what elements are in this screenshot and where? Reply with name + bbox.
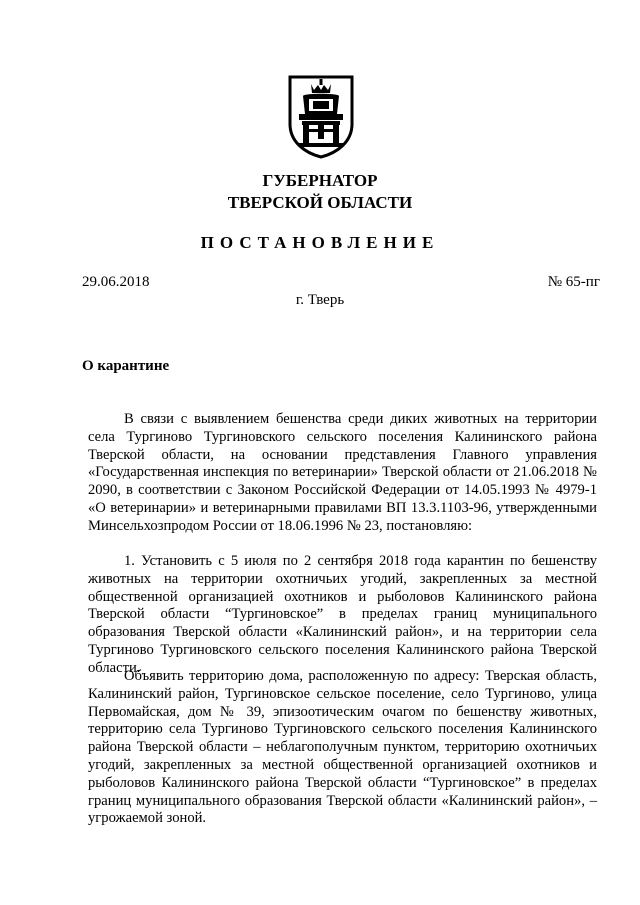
document-type: ПОСТАНОВЛЕНИЕ — [200, 233, 440, 252]
document-city: г. Тверь — [295, 292, 345, 308]
coat-of-arms-icon — [287, 74, 355, 159]
document-date: 29.06.2018 — [82, 274, 150, 290]
authority-title-line1: ГУБЕРНАТОР — [262, 171, 378, 190]
document-number: № 65-пг — [547, 274, 600, 290]
authority-title-line2: ТВЕРСКОЙ ОБЛАСТИ — [227, 193, 413, 212]
paragraph-item-1: 1. Установить с 5 июля по 2 сентября 2018 года карантин по бешенству животных на территории охотничьих угодий, закрепленных за местной общественной организацией охотников и рыболовов Калининского района Тверской области “Тургиновское” в пределах границ муниципального образования Тверской области «Калининский район», и на территории села Тургиново Тургиновского сельского поселения Калининского района Тверской области. — [88, 553, 597, 676]
paragraph-item-2: Объявить территорию дома, расположенную по адресу: Тверская область, Калининский район, Тургиновское сельское поселение, село Тургиново, улица Первомайская, дом № 39, эпизоотическим очагом по бешенству животных, территорию села Тургиново Тургиновского сельского поселения Калининского района Тверской области – неблагополучным пунктом, территорию охотничьих угодий, закрепленных за местной общественной организацией охотников и рыболовов Калининского района Тверской области “Тургиновское” в пределах границ муниципального образования Тверской области «Калининский район», – угрожаемой зоной. — [88, 668, 597, 827]
paragraph-preamble: В связи с выявлением бешенства среди диких животных на территории села Тургиново Тургиновского сельского поселения Калининского района Тверской области, на основании представления Главного управления «Государственная инспекция по ветеринарии» Тверской области от 21.06.2018 № 2090, в соответствии с Законом Российской Федерации от 14.05.1993 № 4979-1 «О ветеринарии» и ветеринарными правилами ВП 13.3.1103-96, утвержденными Минсельхозпродом России от 18.06.1996 № 23, постановляю: — [88, 411, 597, 534]
document-subject: О карантине — [82, 358, 170, 374]
